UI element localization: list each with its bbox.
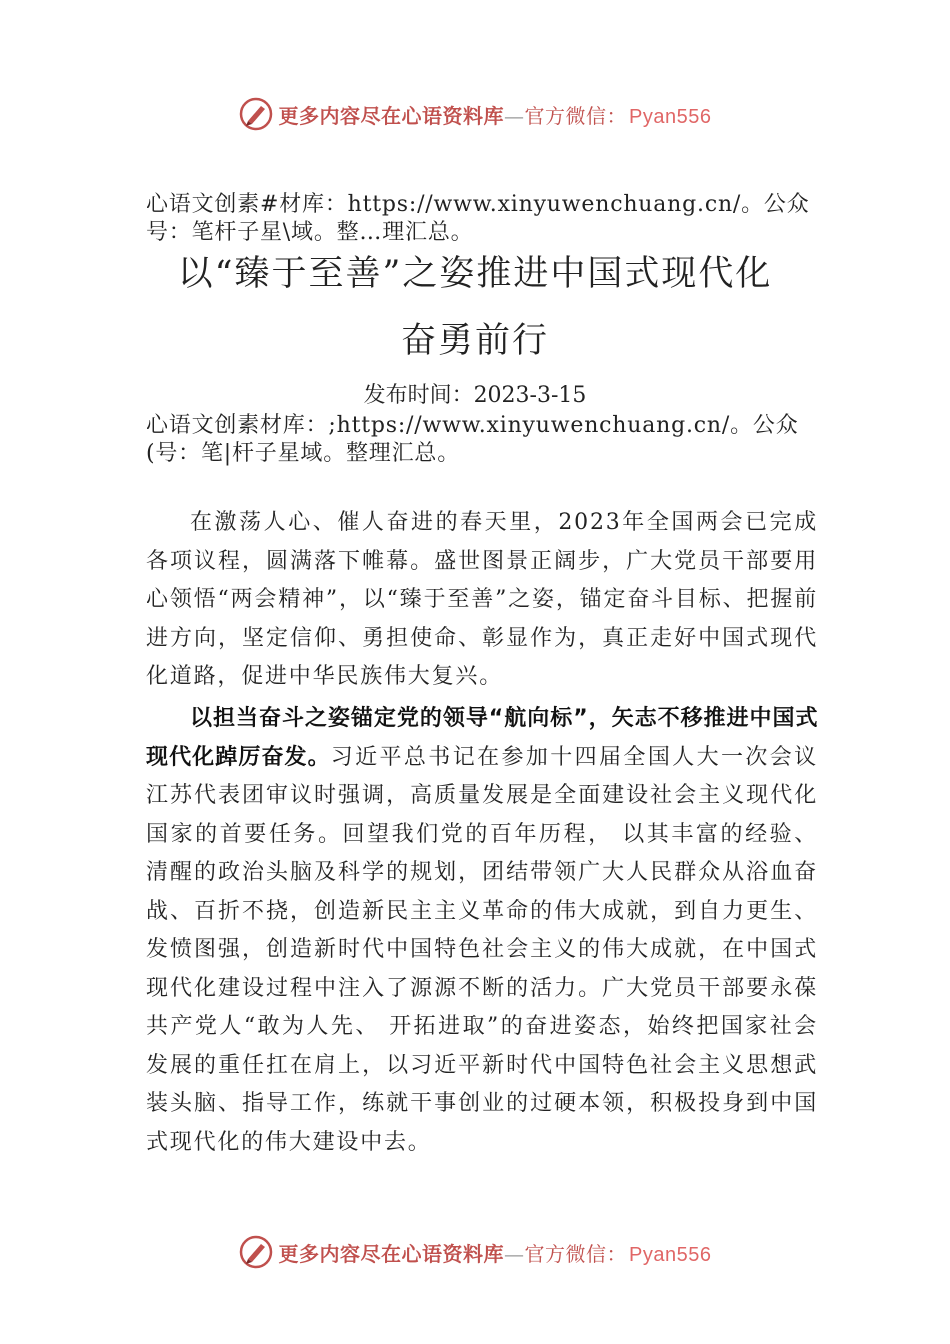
- page-title: 以“臻于至善”之姿推进中国式现代化: [177, 254, 773, 294]
- paragraph-text: 习近平总书记在参加十四届全国人大一次会议江苏代表团审议时强调，高质量发展是全面建设社会主义现代化国家的首要任务。回望我们党的百年历程， 以其丰富的经验、清醒的政治头脑及科学的规划，团结带领广大人民群众从浴血奋战、百折不挠，创造新民主主义革命的伟大成就，到自力更生、发愤图强，创造新时代中国特色社会主义的伟大成就，在中国式现代化建设过程中注入了源源不断的活力。广大党员干部要永葆共产党人“敢为人先、 开拓进取”的奋进姿态，始终把国家社会发展的重任扛在肩上，以习近平新时代中国特色社会主义思想武装头脑、指导工作，练就干事创业的过硬本领，积极投身到中国式现代化的伟大建设中去。: [146, 744, 818, 1155]
- banner-text: 更多内容尽在心语资料库—官方微信： Pyan556: [278, 103, 712, 128]
- source-note: 心语文创素#材库：https://www.xinyuwenchuang.cn/。公众号：笔杆子星\域。整…理汇总。: [146, 192, 810, 245]
- page-title-line-2: 奋勇前行: [400, 321, 549, 361]
- paragraph-lead: 以担当奋斗之姿锚定党的领导“航向标”，矢志不移推进中国式现代化踔厉奋发。: [146, 706, 818, 770]
- header-banner: [0, 92, 950, 136]
- wechat-id: Pyan556: [629, 1243, 712, 1266]
- footer-banner: [0, 1230, 950, 1274]
- paragraph-2: [146, 700, 818, 1162]
- source-note-2: 心语文创素材库：;https://www.xinyuwenchuang.cn/。公众(号：笔|杆子星域。整理汇总。: [146, 413, 799, 466]
- paragraph-1: 在激荡人心、催人奋进的春天里，2023年全国两会已完成各项议程，圆满落下帷幕。盛世图景正阔步，广大党员干部要用心领悟“两会精神”，以“臻于至善”之姿，锚定奋斗目标、把握前进方向，坚定信仰、勇担使命、彰显作为，真正走好中国式现代化道路，促进中华民族伟大复兴。: [146, 510, 818, 689]
- pen-logo-icon: [239, 1235, 273, 1269]
- wechat-id: Pyan556: [629, 105, 712, 128]
- publish-date: 发布时间：2023-3-15: [363, 383, 587, 408]
- pen-logo-icon: [239, 97, 273, 131]
- banner-text: 更多内容尽在心语资料库—官方微信： Pyan556: [278, 1241, 712, 1266]
